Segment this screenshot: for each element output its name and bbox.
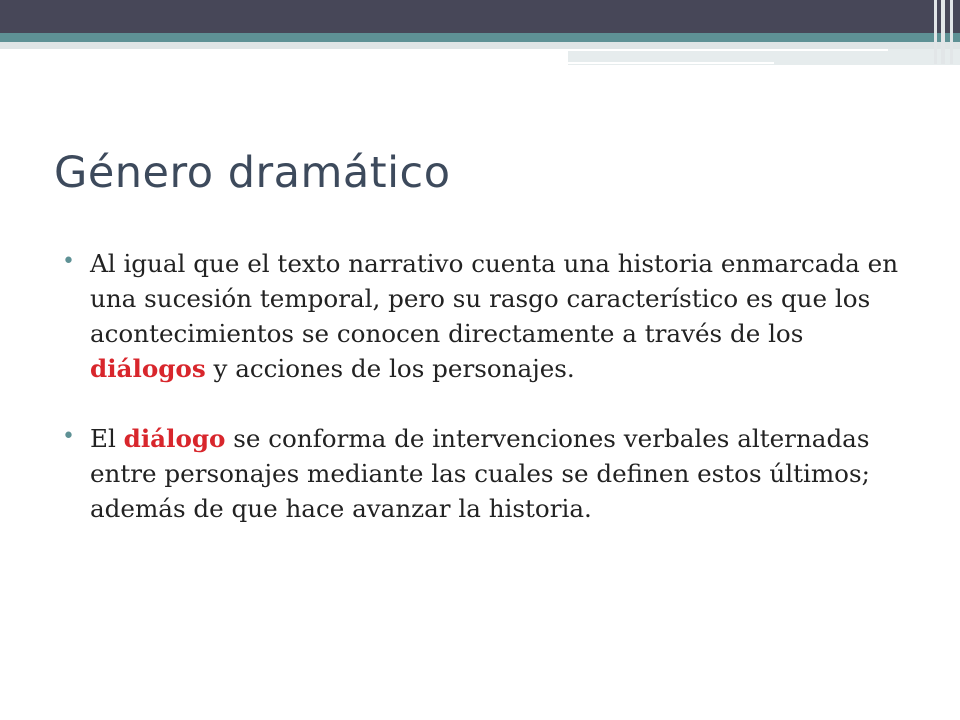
bullet-highlight: diálogos [90,354,206,383]
header-band-teal [0,33,960,42]
bullet-text: Al igual que el texto narrativo cuenta una historia enmarcada en una sucesión temporal, pero su rasgo característico es que los acontecimientos se conocen directamente a través de los [90,249,899,348]
header-accent-line-lower [568,62,774,64]
bullet-item [60,421,920,526]
bullet-highlight: diálogo [123,424,226,453]
bullet-text-end: y acciones de los personajes. [205,354,575,383]
bullet-text: El [90,424,124,453]
header-band-light [0,42,960,49]
bullet-list [60,246,920,561]
header-right-stripes [926,0,960,64]
bullet-text-end: se conforma de intervenciones verbales alternadas entre personajes mediante las cuales se definen estos últimos; además de que hace avanzar la historia. [90,424,870,523]
header-accent-line [568,49,888,51]
bullet-item [60,246,920,386]
slide-title: Género dramático [54,148,451,198]
header-band-dark [0,0,960,33]
bullet-icon: • [62,424,75,449]
bullet-icon: • [62,249,75,274]
